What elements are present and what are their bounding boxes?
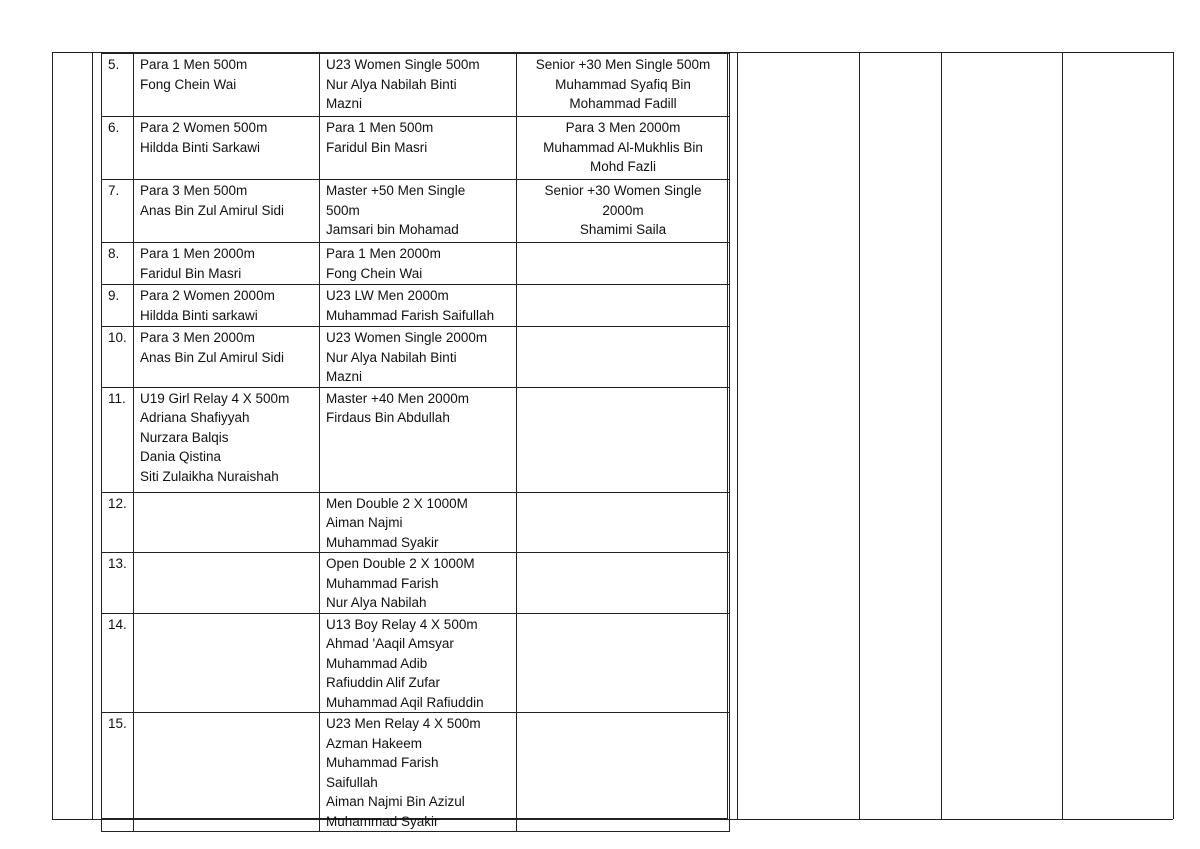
participant-name: 2000m	[602, 202, 644, 218]
row-number: 5.	[102, 54, 134, 117]
event-row	[102, 285, 730, 327]
participant-name: Shamimi Saila	[579, 222, 667, 237]
participant-name: Muhammad Farish	[326, 755, 439, 770]
event-title: U23 Men Relay 4 X 500m	[326, 716, 481, 731]
outer-column-divider	[52, 52, 53, 819]
participant-name: Hildda Binti Sarkawi	[140, 139, 261, 155]
event-cell-col-a	[134, 492, 320, 553]
event-title: Para 1 Men 2000m	[326, 246, 441, 261]
event-cell-col-c	[517, 54, 730, 117]
event-cell-col-a	[134, 117, 320, 180]
event-title: Para 2 Women 2000m	[140, 288, 275, 303]
event-title: Para 1 Men 500m	[140, 57, 248, 72]
event-cell-col-b	[320, 713, 517, 832]
participant-name: Muhammad Farish Saifullah	[326, 307, 495, 323]
event-row	[102, 180, 730, 243]
event-row	[102, 117, 730, 180]
event-cell-col-b	[320, 553, 517, 614]
event-title: U23 LW Men 2000m	[326, 288, 449, 303]
row-number: 7.	[102, 180, 134, 243]
participant-name: Dania Qistina	[140, 449, 222, 464]
event-title: Para 1 Men 2000m	[140, 246, 255, 261]
event-title: Senior +30 Women Single	[544, 183, 702, 198]
event-cell-col-c	[517, 285, 730, 327]
event-cell-col-c	[517, 713, 730, 832]
participant-name: Fong Chein Wai	[140, 76, 237, 92]
outer-column-divider	[859, 52, 860, 819]
event-cell-col-a	[134, 327, 320, 388]
event-row	[102, 713, 730, 832]
event-cell-col-b	[320, 387, 517, 492]
participant-name: 500m	[326, 202, 360, 218]
event-cell-col-b	[320, 243, 517, 285]
participant-name: Nur Alya Nabilah	[326, 595, 427, 610]
event-title: Para 3 Men 2000m	[565, 120, 681, 135]
participant-name: Muhammad Syafiq Bin	[555, 76, 691, 92]
event-title: U23 Women Single 500m	[326, 57, 480, 72]
participant-name: Muhammad Al-Mukhlis Bin	[543, 139, 703, 155]
participant-name: Nurzara Balqis	[140, 429, 229, 445]
event-cell-col-a	[134, 285, 320, 327]
participant-name: Aiman Najmi	[326, 515, 403, 530]
participant-name: Muhammad Syakir	[326, 813, 439, 829]
event-cell-col-b	[320, 117, 517, 180]
event-cell-col-b	[320, 613, 517, 713]
row-number: 15.	[102, 713, 134, 832]
event-cell-col-b	[320, 327, 517, 388]
row-number: 12.	[102, 492, 134, 553]
row-number: 10.	[102, 327, 134, 388]
participant-name: Anas Bin Zul Amirul Sidi	[140, 349, 285, 365]
participant-name: Muhammad Farish	[326, 575, 439, 591]
event-row	[102, 553, 730, 614]
outer-column-divider	[92, 52, 93, 819]
row-number: 8.	[102, 243, 134, 285]
event-title: Para 3 Men 2000m	[140, 330, 255, 345]
participant-name: Firdaus Bin Abdullah	[326, 410, 450, 425]
outer-column-divider	[1173, 52, 1174, 819]
event-row	[102, 613, 730, 713]
row-number: 6.	[102, 117, 134, 180]
participant-name: Faridul Bin Masri	[140, 265, 242, 281]
event-title: Men Double 2 X 1000M	[326, 495, 468, 511]
participant-name: Faridul Bin Masri	[326, 139, 428, 155]
participant-name: Azman Hakeem	[326, 735, 423, 751]
participant-name: Mazni	[326, 369, 363, 384]
event-cell-col-b	[320, 180, 517, 243]
event-cell-col-b	[320, 285, 517, 327]
outer-column-divider	[941, 52, 942, 819]
event-title: Master +50 Men Single	[326, 183, 466, 198]
event-row	[102, 492, 730, 553]
participant-name: Muhammad Adib	[326, 655, 428, 671]
events-table	[101, 53, 730, 832]
participant-name: Muhammad Aqil Rafiuddin	[326, 694, 484, 710]
event-cell-col-c	[517, 553, 730, 614]
event-title: U13 Boy Relay 4 X 500m	[326, 616, 478, 632]
event-row	[102, 327, 730, 388]
event-title: Para 3 Men 500m	[140, 183, 248, 198]
event-cell-col-c	[517, 387, 730, 492]
participant-name: Siti Zulaikha Nuraishah	[140, 468, 279, 484]
event-cell-col-a	[134, 180, 320, 243]
event-cell-col-c	[517, 492, 730, 553]
event-title: U23 Women Single 2000m	[326, 330, 488, 345]
participant-name: Mohd Fazli	[589, 159, 657, 174]
participant-name: Mohammad Fadill	[569, 96, 677, 111]
row-number: 14.	[102, 613, 134, 713]
event-row	[102, 243, 730, 285]
event-cell-col-a	[134, 243, 320, 285]
event-row	[102, 387, 730, 492]
participant-name: Mazni	[326, 96, 363, 111]
event-cell-col-a	[134, 387, 320, 492]
event-cell-col-b	[320, 492, 517, 553]
participant-name: Muhammad Syakir	[326, 534, 439, 550]
event-cell-col-c	[517, 180, 730, 243]
participant-name: Nur Alya Nabilah Binti	[326, 349, 457, 365]
outer-column-divider	[737, 52, 738, 819]
outer-column-divider	[1062, 52, 1063, 819]
event-cell-col-a	[134, 54, 320, 117]
event-cell-col-b	[320, 54, 517, 117]
participant-name: Adriana Shafiyyah	[140, 410, 250, 425]
participant-name: Nur Alya Nabilah Binti	[326, 76, 457, 92]
participant-name: Rafiuddin Alif Zufar	[326, 675, 441, 690]
event-cell-col-a	[134, 713, 320, 832]
event-title: Para 2 Women 500m	[140, 120, 268, 135]
event-title: Open Double 2 X 1000M	[326, 556, 475, 571]
participant-name: Aiman Najmi Bin Azizul	[326, 794, 465, 809]
event-row	[102, 54, 730, 117]
participant-name: Jamsari bin Mohamad	[326, 222, 459, 237]
participant-name: Fong Chein Wai	[326, 265, 423, 281]
participant-name: Ahmad 'Aaqil Amsyar	[326, 636, 454, 651]
event-cell-col-c	[517, 243, 730, 285]
participant-name: Hildda Binti sarkawi	[140, 307, 258, 323]
event-title: Senior +30 Men Single 500m	[535, 57, 711, 72]
event-title: Master +40 Men 2000m	[326, 390, 469, 406]
event-cell-col-a	[134, 553, 320, 614]
event-cell-col-c	[517, 327, 730, 388]
event-cell-col-c	[517, 117, 730, 180]
event-title: U19 Girl Relay 4 X 500m	[140, 390, 290, 406]
participant-name: Anas Bin Zul Amirul Sidi	[140, 202, 285, 218]
event-cell-col-a	[134, 613, 320, 713]
event-cell-col-c	[517, 613, 730, 713]
row-number: 11.	[102, 387, 134, 492]
event-title: Para 1 Men 500m	[326, 120, 434, 135]
row-number: 9.	[102, 285, 134, 327]
row-number: 13.	[102, 553, 134, 614]
participant-name: Saifullah	[326, 774, 378, 790]
